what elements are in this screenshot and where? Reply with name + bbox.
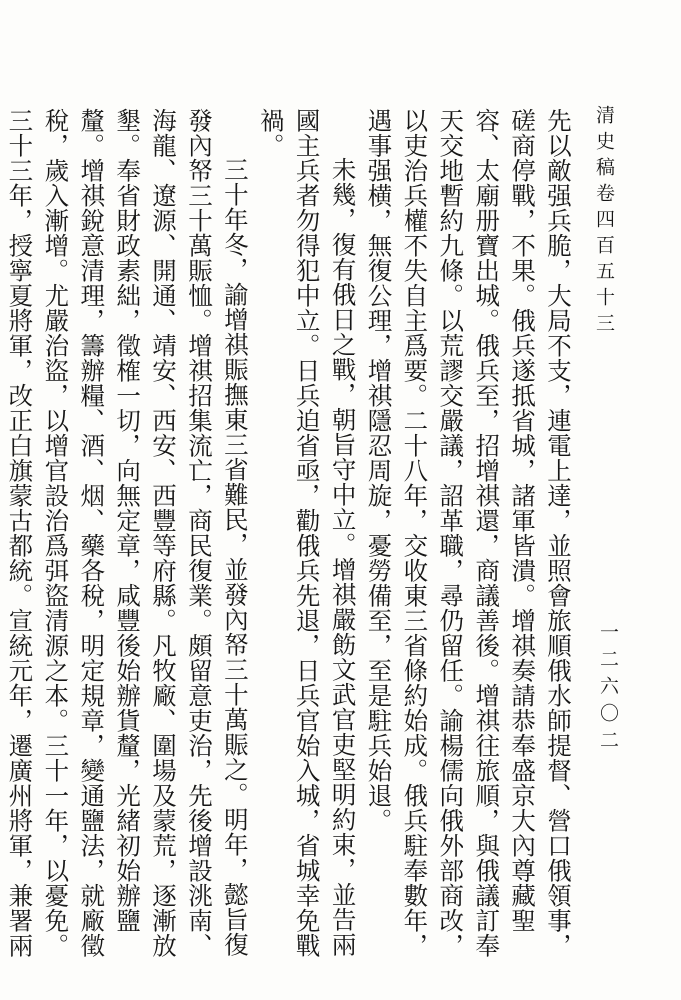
paragraph-1: 先以敵强兵脆，大局不支，連電上達，並照會旅順俄水師提督、營口俄領事，磋商停戰，不果。俄兵遂抵省城，諸軍皆潰。增祺奏請恭奉盛京大內尊藏聖容、太廟册寶出城。俄兵至，招增祺還，商議善後。增祺往旅順，與俄議訂奉天交地暫約九條。以荒謬交嚴議，詔革職，尋仍留任。諭楊儒向俄外部商改，以吏治兵權不失自主爲要。二十八年，交收東三省條約始成。俄兵駐奉數年，遇事强横，無復公理，增祺隱忍周旋，憂勞備至，至是駐兵始退。 [364, 108, 573, 958]
page-header-title: 清史稿卷四百五十三 [593, 105, 615, 339]
paragraph-2: 未幾，復有俄日之戰，朝旨守中立。增祺嚴飭文武官吏堅明約束，並告兩國主兵者勿得犯中立。日兵迫省亟，勸俄兵先退，日兵官始入城，省城幸免戰禍。 [256, 108, 358, 958]
paragraph-3: 三十年冬，諭增祺賑撫東三省難民，並發內帑三十萬賑之。明年，懿旨復發內帑三十萬賑恤。增祺招集流亡，商民復業。頗留意吏治，先後增設洮南、海龍、遼源、開通、靖安、西安、西豐等府縣。凡牧廠、圍場及蒙荒，逐漸放墾。奉省財政素絀，徵榷一切，向無定章，咸豐後始辦貨釐，光緒初始辦鹽釐。增祺銳意清理，籌辦糧、酒、烟、藥各稅，明定規章，變通鹽法，就廠徵稅，歲入漸增。尤嚴治盜，以增官設治爲弭盜清源之本。三十一年，以憂免。三十三年，授寧夏將軍，改正白旗蒙古都統。宣統元年，遷廣州將軍，兼署兩 [5, 108, 250, 958]
page-number: 一二六〇二 [597, 622, 619, 757]
main-text [5, 108, 576, 970]
